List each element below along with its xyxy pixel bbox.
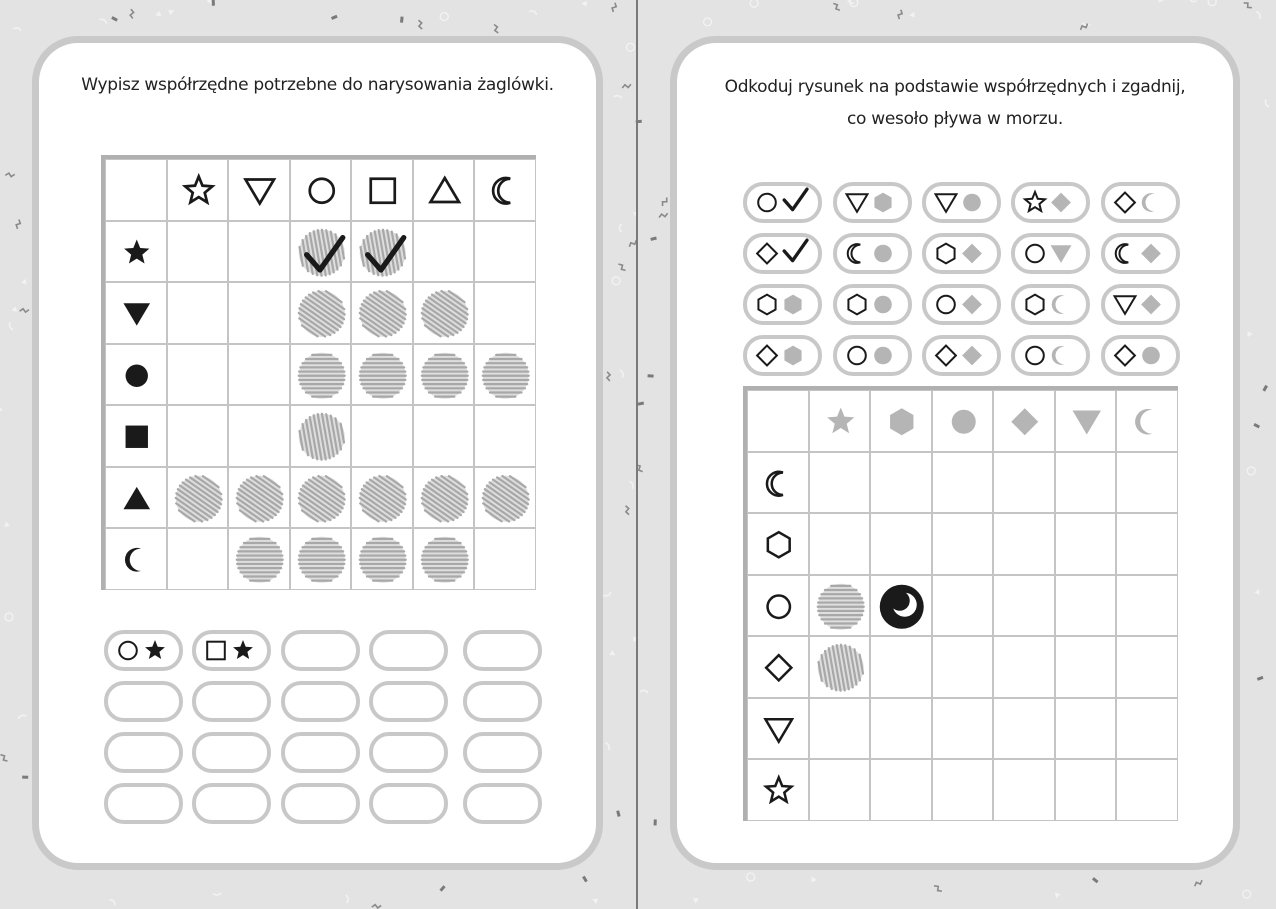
- scribble-fill-icon: [810, 637, 872, 699]
- crescent-outline-diamond-gray-pair-icon: [1105, 237, 1176, 270]
- right-grid-cell[interactable]: [809, 575, 871, 637]
- clue-pill: [922, 335, 1001, 376]
- scribble-fill-icon: [352, 345, 414, 407]
- circle-outline-icon: [748, 576, 810, 638]
- right-row-header: [747, 575, 809, 637]
- left-grid-cell[interactable]: [228, 405, 290, 467]
- scribble-fill-icon: [229, 468, 291, 530]
- square-filled-icon: [106, 406, 168, 468]
- left-grid-cell[interactable]: [474, 344, 536, 406]
- scribble-fill-icon: [414, 529, 476, 591]
- right-grid-cell[interactable]: [870, 759, 932, 821]
- circle-outline-circle-gray-pair-icon: [837, 339, 908, 372]
- diamond-outline-hexagon-gray-pair-icon: [747, 339, 818, 372]
- right-row-header: [747, 452, 809, 514]
- left-grid-cell[interactable]: [351, 221, 413, 283]
- left-grid-cell[interactable]: [413, 344, 475, 406]
- right-grid-cell[interactable]: [993, 636, 1055, 698]
- left-grid-cell[interactable]: [290, 528, 352, 590]
- left-instruction: Wypisz współrzędne potrzebne do narysowania żaglówki.: [81, 75, 554, 95]
- answer-pill[interactable]: [104, 630, 183, 671]
- scribble-fill-icon: [414, 468, 476, 530]
- star-filled-icon: [106, 222, 168, 284]
- clue-pill: [1101, 233, 1180, 274]
- left-grid-cell[interactable]: [167, 221, 229, 283]
- diamond-outline-check-pair-icon: [747, 237, 818, 270]
- right-grid-cell[interactable]: [993, 513, 1055, 575]
- scribble-fill-icon: [291, 529, 353, 591]
- clue-pill: [833, 284, 912, 325]
- crescent-outline-icon: [475, 160, 537, 222]
- answer-pill[interactable]: [463, 783, 542, 824]
- left-row-header: [105, 528, 167, 590]
- left-grid-cell[interactable]: [474, 528, 536, 590]
- hexagon-outline-crescent-gray-pair-icon: [1015, 288, 1086, 321]
- left-grid-cell[interactable]: [290, 221, 352, 283]
- right-grid-cell[interactable]: [1116, 452, 1178, 514]
- answer-pill[interactable]: [192, 681, 271, 722]
- left-grid-cell[interactable]: [228, 528, 290, 590]
- right-grid-cell[interactable]: [809, 452, 871, 514]
- left-col-header: [290, 159, 352, 221]
- right-grid-cell[interactable]: [809, 636, 871, 698]
- left-col-header: [167, 159, 229, 221]
- left-grid-cell[interactable]: [413, 528, 475, 590]
- left-row-header: [105, 467, 167, 529]
- decode-grid: [743, 386, 1178, 821]
- answer-pill[interactable]: [104, 681, 183, 722]
- scribble-fill-icon: [352, 283, 414, 345]
- right-grid-cell[interactable]: [993, 759, 1055, 821]
- right-row-header: [747, 698, 809, 760]
- right-grid-cell[interactable]: [1055, 698, 1117, 760]
- triangle-up-filled-icon: [106, 468, 168, 530]
- scribble-fill-icon: [291, 283, 353, 345]
- right-grid-cell[interactable]: [870, 698, 932, 760]
- answer-pill[interactable]: [463, 732, 542, 773]
- crescent-outline-icon: [748, 453, 810, 515]
- star-gray-icon: [810, 391, 872, 453]
- left-col-header: [474, 159, 536, 221]
- circle-filled-icon: [106, 345, 168, 407]
- left-col-header: [228, 159, 290, 221]
- clue-pill: [922, 284, 1001, 325]
- answer-pill[interactable]: [369, 630, 448, 671]
- circle-outline-check-pair-icon: [747, 186, 818, 219]
- clue-pill: [1011, 284, 1090, 325]
- right-grid-cell[interactable]: [1055, 513, 1117, 575]
- clue-pill: [922, 182, 1001, 223]
- clue-pill: [1101, 335, 1180, 376]
- scribble-fill-icon: [291, 345, 353, 407]
- left-grid-cell[interactable]: [351, 282, 413, 344]
- scribble-fill-icon: [352, 529, 414, 591]
- right-col-header: [1055, 390, 1117, 452]
- right-grid-cell[interactable]: [932, 575, 994, 637]
- answer-pill[interactable]: [281, 783, 360, 824]
- hexagon-outline-hexagon-gray-pair-icon: [747, 288, 818, 321]
- left-col-header: [413, 159, 475, 221]
- scribble-fill-icon: [810, 576, 872, 638]
- right-instruction-line1: Odkoduj rysunek na podstawie współrzędnych i zgadnij,: [724, 77, 1186, 97]
- scribble-fill-icon: [475, 468, 537, 530]
- left-grid-cell[interactable]: [167, 282, 229, 344]
- right-row-header: [747, 759, 809, 821]
- scribble-fill-icon: [414, 345, 476, 407]
- right-grid-cell[interactable]: [993, 575, 1055, 637]
- triangle-up-outline-icon: [414, 160, 476, 222]
- left-grid-cell[interactable]: [228, 282, 290, 344]
- left-grid-cell[interactable]: [474, 221, 536, 283]
- right-grid-cell[interactable]: [1116, 575, 1178, 637]
- answer-pill[interactable]: [281, 732, 360, 773]
- left-grid-cell[interactable]: [413, 405, 475, 467]
- right-grid-cell[interactable]: [809, 698, 871, 760]
- hexagon-outline-icon: [748, 514, 810, 576]
- left-grid-cell[interactable]: [167, 528, 229, 590]
- clue-pill: [743, 284, 822, 325]
- hexagon-outline-diamond-gray-pair-icon: [926, 237, 997, 270]
- right-grid-cell[interactable]: [1055, 636, 1117, 698]
- right-grid-cell[interactable]: [932, 452, 994, 514]
- clue-pill: [743, 182, 822, 223]
- clue-pill: [743, 335, 822, 376]
- answer-pill[interactable]: [369, 783, 448, 824]
- right-grid-cell[interactable]: [1116, 513, 1178, 575]
- scribble-fill-icon: [414, 283, 476, 345]
- answer-pill[interactable]: [104, 783, 183, 824]
- right-grid-cell[interactable]: [809, 759, 871, 821]
- answer-pill[interactable]: [281, 630, 360, 671]
- scribble-fill-icon: [229, 529, 291, 591]
- right-grid-cell[interactable]: [870, 452, 932, 514]
- diamond-outline-crescent-gray-pair-icon: [1105, 186, 1176, 219]
- diamond-outline-diamond-gray-pair-icon: [926, 339, 997, 372]
- clue-pill: [1101, 182, 1180, 223]
- right-grid-cell[interactable]: [870, 575, 932, 637]
- triangle-down-outline-circle-gray-pair-icon: [926, 186, 997, 219]
- right-grid-cell[interactable]: [993, 698, 1055, 760]
- scribble-fill-icon: [352, 468, 414, 530]
- left-grid-cell[interactable]: [228, 344, 290, 406]
- answer-pill[interactable]: [281, 681, 360, 722]
- left-grid-cell[interactable]: [413, 282, 475, 344]
- left-grid-cell[interactable]: [290, 344, 352, 406]
- answer-pill[interactable]: [192, 783, 271, 824]
- left-grid-cell[interactable]: [228, 221, 290, 283]
- star-outline-icon: [748, 760, 810, 822]
- right-grid-cell[interactable]: [1055, 575, 1117, 637]
- right-grid-cell[interactable]: [932, 513, 994, 575]
- star-outline-icon: [168, 160, 230, 222]
- crescent-gray-icon: [1117, 391, 1179, 453]
- right-col-header: [1116, 390, 1178, 452]
- left-grid-cell[interactable]: [351, 344, 413, 406]
- page-fold: [636, 0, 638, 909]
- right-grid-cell[interactable]: [932, 759, 994, 821]
- circle-outline-star-filled-pair-icon: [108, 634, 179, 667]
- triangle-down-filled-icon: [106, 283, 168, 345]
- clue-pill: [743, 233, 822, 274]
- left-grid-cell[interactable]: [474, 467, 536, 529]
- left-grid-cell[interactable]: [167, 467, 229, 529]
- answer-pill[interactable]: [369, 732, 448, 773]
- right-grid-cell[interactable]: [809, 513, 871, 575]
- left-row-header: [105, 221, 167, 283]
- right-row-header: [747, 636, 809, 698]
- clue-pill: [833, 182, 912, 223]
- triangle-down-outline-diamond-gray-pair-icon: [1105, 288, 1176, 321]
- right-col-header: [870, 390, 932, 452]
- answer-pill[interactable]: [104, 732, 183, 773]
- left-grid-cell[interactable]: [351, 405, 413, 467]
- left-grid-cell[interactable]: [351, 528, 413, 590]
- answer-pill[interactable]: [463, 681, 542, 722]
- clue-pill: [1011, 182, 1090, 223]
- right-row-header: [747, 513, 809, 575]
- right-grid-cell[interactable]: [1116, 759, 1178, 821]
- left-col-header: [351, 159, 413, 221]
- clue-pill: [1011, 335, 1090, 376]
- right-grid-cell[interactable]: [870, 513, 932, 575]
- left-grid-cell[interactable]: [290, 405, 352, 467]
- right-col-header: [932, 390, 994, 452]
- hexagon-outline-circle-gray-pair-icon: [837, 288, 908, 321]
- circle-outline-crescent-gray-pair-icon: [1015, 339, 1086, 372]
- scribble-fill-icon: [291, 468, 353, 530]
- triangle-down-gray-icon: [1056, 391, 1118, 453]
- right-grid-cell[interactable]: [1055, 759, 1117, 821]
- answer-pill[interactable]: [463, 630, 542, 671]
- square-outline-icon: [352, 160, 414, 222]
- right-corner-cell: [747, 390, 809, 452]
- clue-pill: [833, 233, 912, 274]
- scribble-fill-icon: [168, 468, 230, 530]
- circle-gray-icon: [933, 391, 995, 453]
- left-corner-cell: [105, 159, 167, 221]
- left-grid-cell[interactable]: [413, 221, 475, 283]
- clue-pill: [1011, 233, 1090, 274]
- clue-pill: [1101, 284, 1180, 325]
- diamond-gray-icon: [994, 391, 1056, 453]
- scribble-fill-icon: [475, 345, 537, 407]
- circle-outline-triangle-down-gray-pair-icon: [1015, 237, 1086, 270]
- triangle-down-outline-icon: [748, 699, 810, 761]
- left-row-header: [105, 405, 167, 467]
- star-outline-diamond-gray-pair-icon: [1015, 186, 1086, 219]
- triangle-down-outline-icon: [229, 160, 291, 222]
- answer-pill[interactable]: [192, 630, 271, 671]
- right-grid-cell[interactable]: [932, 698, 994, 760]
- crescent-filled-icon: [106, 529, 168, 591]
- answer-pill[interactable]: [192, 732, 271, 773]
- left-grid-cell[interactable]: [290, 467, 352, 529]
- left-grid-cell[interactable]: [474, 405, 536, 467]
- right-grid-cell[interactable]: [870, 636, 932, 698]
- circle-outline-icon: [291, 160, 353, 222]
- left-row-header: [105, 344, 167, 406]
- crescent-outline-circle-gray-pair-icon: [837, 237, 908, 270]
- square-outline-star-filled-pair-icon: [196, 634, 267, 667]
- right-col-header: [809, 390, 871, 452]
- left-row-header: [105, 282, 167, 344]
- diamond-outline-icon: [748, 637, 810, 699]
- circle-outline-diamond-gray-pair-icon: [926, 288, 997, 321]
- answer-pill[interactable]: [369, 681, 448, 722]
- triangle-down-outline-hexagon-gray-pair-icon: [837, 186, 908, 219]
- left-grid-cell[interactable]: [228, 467, 290, 529]
- right-grid-cell[interactable]: [1116, 636, 1178, 698]
- right-grid-cell[interactable]: [932, 636, 994, 698]
- clue-pill: [922, 233, 1001, 274]
- clue-pill: [833, 335, 912, 376]
- right-page: [670, 36, 1240, 870]
- right-grid-cell[interactable]: [993, 452, 1055, 514]
- sailboat-grid: [101, 155, 536, 590]
- left-grid-cell[interactable]: [413, 467, 475, 529]
- eye-icon: [871, 576, 933, 638]
- diamond-outline-circle-gray-pair-icon: [1105, 339, 1176, 372]
- left-grid-cell[interactable]: [351, 467, 413, 529]
- checked-scribble-icon: [352, 222, 414, 284]
- right-instruction-line2: co wesoło pływa w morzu.: [847, 109, 1063, 129]
- right-grid-cell[interactable]: [1055, 452, 1117, 514]
- left-grid-cell[interactable]: [474, 282, 536, 344]
- left-grid-cell[interactable]: [167, 405, 229, 467]
- right-col-header: [993, 390, 1055, 452]
- right-grid-cell[interactable]: [1116, 698, 1178, 760]
- hexagon-gray-icon: [871, 391, 933, 453]
- scribble-fill-icon: [291, 406, 353, 468]
- left-grid-cell[interactable]: [167, 344, 229, 406]
- left-grid-cell[interactable]: [290, 282, 352, 344]
- left-page: [32, 36, 603, 870]
- checked-scribble-icon: [291, 222, 353, 284]
